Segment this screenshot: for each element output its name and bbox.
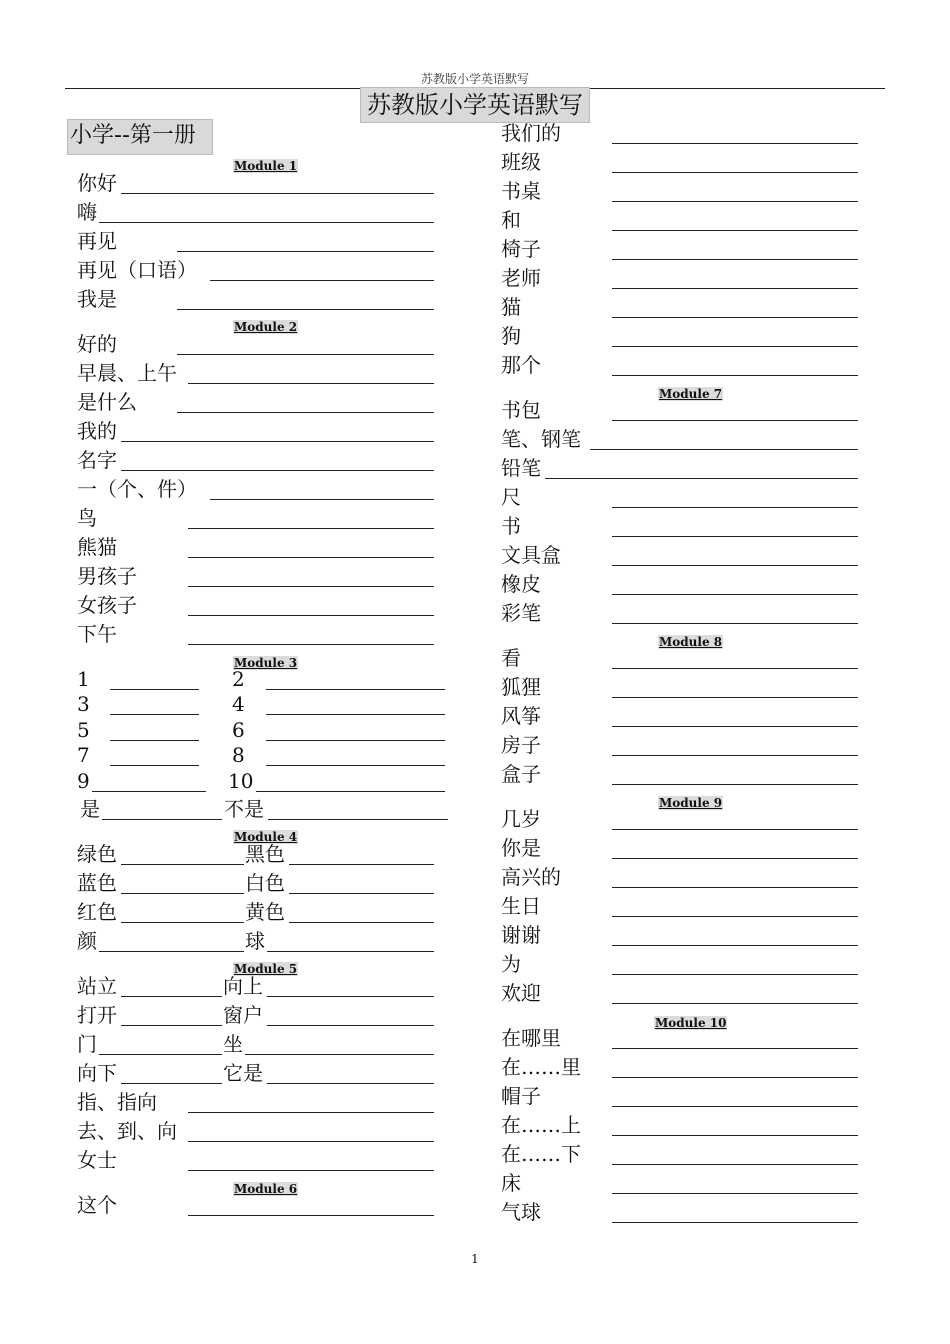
vocab-word: 男孩子 (77, 564, 137, 588)
vocab-row (0, 980, 950, 1006)
vocab-word: 狐狸 (501, 675, 541, 699)
answer-blank[interactable] (612, 420, 858, 421)
vocab-word: 4 (232, 692, 245, 716)
answer-blank[interactable] (612, 726, 858, 727)
vocab-word: 风筝 (501, 704, 541, 728)
answer-blank[interactable] (612, 259, 858, 260)
vocab-word: 熊猫 (77, 535, 117, 559)
page-number: 1 (471, 1252, 479, 1266)
answer-blank[interactable] (612, 623, 858, 624)
vocab-word: 在哪里 (501, 1026, 561, 1050)
vocab-row (0, 674, 950, 700)
answer-blank[interactable] (612, 143, 858, 144)
answer-blank[interactable] (612, 536, 858, 537)
answer-blank[interactable] (612, 317, 858, 318)
vocab-word: 颜 (77, 929, 97, 953)
module-heading-8: Module 8 (659, 635, 723, 649)
vocab-word: 3 (77, 692, 90, 716)
answer-blank[interactable] (612, 1003, 858, 1004)
vocab-word: 去、到、向 (77, 1119, 177, 1143)
vocab-word: 书包 (501, 398, 541, 422)
module-heading-2: Module 2 (234, 320, 298, 334)
section-subtitle: 小学--第一册 (67, 119, 213, 155)
vocab-row (0, 397, 950, 423)
answer-blank[interactable] (612, 1048, 858, 1049)
answer-blank[interactable] (612, 916, 858, 917)
vocab-row (0, 120, 950, 146)
vocab-word: 球 (245, 929, 265, 953)
vocab-word: 7 (77, 743, 90, 767)
page-title: 苏教版小学英语默写 (360, 87, 590, 123)
vocab-row (0, 645, 950, 671)
vocab-word: 在……下 (501, 1142, 581, 1166)
vocab-word: 门 (77, 1032, 97, 1056)
vocab-word: 椅子 (501, 237, 541, 261)
vocab-word: 指、指向 (77, 1090, 157, 1114)
vocab-word: 下午 (77, 622, 117, 646)
vocab-word: 老师 (501, 266, 541, 290)
vocab-row (0, 703, 950, 729)
vocab-row (0, 236, 950, 262)
vocab-word: 5 (77, 718, 90, 742)
vocab-row (0, 352, 950, 378)
answer-blank[interactable] (612, 784, 858, 785)
answer-blank[interactable] (612, 945, 858, 946)
vocab-word: 名字 (77, 448, 117, 472)
vocab-word: 它是 (223, 1061, 263, 1085)
module-heading-9: Module 9 (659, 796, 723, 810)
answer-blank[interactable] (612, 565, 858, 566)
vocab-word: 黑色 (245, 842, 285, 866)
answer-blank[interactable] (612, 829, 858, 830)
vocab-row (0, 864, 950, 890)
vocab-word: 狗 (501, 324, 521, 348)
answer-blank[interactable] (612, 1193, 858, 1194)
vocab-word: 欢迎 (501, 981, 541, 1005)
vocab-word: 铅笔 (501, 456, 541, 480)
answer-blank[interactable] (612, 230, 858, 231)
vocab-word: 向下 (77, 1061, 117, 1085)
vocab-word: 在……里 (501, 1055, 581, 1079)
answer-blank[interactable] (612, 858, 858, 859)
vocab-word: 6 (232, 718, 245, 742)
vocab-word: 再见 (77, 229, 117, 253)
vocab-word: 蓝色 (77, 871, 117, 895)
vocab-row (0, 455, 950, 481)
vocab-word: 站立 (77, 974, 117, 998)
module-heading-7: Module 7 (659, 387, 723, 401)
vocab-row (0, 178, 950, 204)
vocab-word: 打开 (77, 1003, 117, 1027)
answer-blank[interactable] (612, 668, 858, 669)
vocab-row (0, 265, 950, 291)
vocab-word: 白色 (245, 871, 285, 895)
answer-blank[interactable] (612, 1106, 858, 1107)
vocab-word: 黄色 (245, 900, 285, 924)
vocab-word: 笔、钢笔 (501, 427, 581, 451)
module-heading-4: Module 4 (234, 830, 298, 844)
vocab-word: 红色 (77, 900, 117, 924)
vocab-row (0, 513, 950, 539)
answer-blank[interactable] (612, 594, 858, 595)
vocab-word: 猫 (501, 295, 521, 319)
answer-blank[interactable] (612, 1135, 858, 1136)
vocab-word: 书桌 (501, 179, 541, 203)
vocab-row (0, 1112, 950, 1138)
vocab-row (0, 893, 950, 919)
vocab-word: 窗户 (223, 1003, 263, 1027)
vocab-row (0, 426, 950, 452)
vocab-word: 女孩子 (77, 593, 137, 617)
answer-blank[interactable] (256, 791, 445, 792)
vocab-word: 一（个、件） (77, 477, 197, 501)
answer-blank[interactable] (612, 1077, 858, 1078)
vocab-row (0, 484, 950, 510)
vocab-word: 好的 (77, 332, 117, 356)
vocab-row (0, 323, 950, 349)
page-header: 苏教版小学英语默写 (420, 72, 529, 86)
answer-blank[interactable] (612, 697, 858, 698)
vocab-word: 几岁 (501, 807, 541, 831)
vocab-word: 向上 (223, 974, 263, 998)
vocab-row (0, 1170, 950, 1196)
answer-blank[interactable] (612, 755, 858, 756)
vocab-row (0, 294, 950, 320)
vocab-word: 书 (501, 514, 521, 538)
vocab-word: 高兴的 (501, 865, 561, 889)
vocab-row (0, 951, 950, 977)
vocab-word: 早晨、上午 (77, 361, 177, 385)
vocab-word: 8 (232, 743, 245, 767)
vocab-word: 再见（口语） (77, 258, 197, 282)
answer-blank[interactable] (545, 478, 858, 479)
vocab-word: 10 (228, 769, 254, 793)
vocab-word: 这个 (77, 1193, 117, 1217)
answer-blank[interactable] (612, 375, 858, 376)
vocab-word: 你是 (501, 836, 541, 860)
vocab-word: 橡皮 (501, 572, 541, 596)
vocab-word: 尺 (501, 485, 521, 509)
vocab-word: 1 (77, 667, 90, 691)
vocab-word: 9 (77, 769, 90, 793)
answer-blank[interactable] (92, 791, 206, 792)
vocab-word: 班级 (501, 150, 541, 174)
vocab-word: 帽子 (501, 1084, 541, 1108)
vocab-word: 绿色 (77, 842, 117, 866)
vocab-row (0, 1025, 950, 1051)
vocab-word: 我们的 (501, 121, 561, 145)
vocab-word: 生日 (501, 894, 541, 918)
vocab-word: 女士 (77, 1148, 117, 1172)
vocab-word: 鸟 (77, 506, 97, 530)
vocab-word: 文具盒 (501, 543, 561, 567)
vocab-row (0, 571, 950, 597)
answer-blank[interactable] (612, 1164, 858, 1165)
module-heading-5: Module 5 (234, 962, 298, 976)
answer-blank[interactable] (188, 383, 434, 384)
answer-blank[interactable] (612, 507, 858, 508)
vocab-row (0, 1083, 950, 1109)
vocab-word: 床 (501, 1171, 521, 1195)
answer-blank[interactable] (612, 1222, 858, 1223)
vocab-word: 盒子 (501, 762, 541, 786)
vocab-row (0, 149, 950, 175)
module-heading-6: Module 6 (234, 1182, 298, 1196)
vocab-word: 彩笔 (501, 601, 541, 625)
answer-blank[interactable] (612, 974, 858, 975)
vocab-word: 为 (501, 952, 521, 976)
vocab-row (0, 806, 950, 832)
vocab-word: 是 (80, 797, 100, 821)
vocab-word: 坐 (223, 1032, 243, 1056)
vocab-row (0, 1054, 950, 1080)
vocab-row (0, 835, 950, 861)
vocab-word: 2 (232, 667, 245, 691)
vocab-word: 谢谢 (501, 923, 541, 947)
answer-blank[interactable] (612, 172, 858, 173)
vocab-word: 是什么 (77, 390, 137, 414)
vocab-row (0, 922, 950, 948)
vocab-word: 不是 (224, 797, 264, 821)
answer-blank[interactable] (612, 346, 858, 347)
vocab-row (0, 1141, 950, 1167)
vocab-word: 看 (501, 646, 521, 670)
answer-blank[interactable] (612, 201, 858, 202)
vocab-word: 嗨 (77, 200, 97, 224)
module-heading-3: Module 3 (234, 656, 298, 670)
vocab-row (0, 542, 950, 568)
vocab-row (0, 1199, 950, 1225)
module-heading-1: Module 1 (234, 159, 298, 173)
answer-blank[interactable] (612, 887, 858, 888)
vocab-word: 在……上 (501, 1113, 581, 1137)
vocab-word: 那个 (501, 353, 541, 377)
vocab-word: 房子 (501, 733, 541, 757)
answer-blank[interactable] (612, 288, 858, 289)
answer-blank[interactable] (590, 449, 858, 450)
vocab-word: 我的 (77, 419, 117, 443)
vocab-row (0, 600, 950, 626)
vocab-row (0, 761, 950, 787)
module-heading-10: Module 10 (655, 1016, 727, 1030)
vocab-word: 气球 (501, 1200, 541, 1224)
vocab-word: 和 (501, 208, 521, 232)
vocab-word: 你好 (77, 171, 117, 195)
vocab-row (0, 207, 950, 233)
vocab-word: 我是 (77, 287, 117, 311)
vocab-row (0, 732, 950, 758)
